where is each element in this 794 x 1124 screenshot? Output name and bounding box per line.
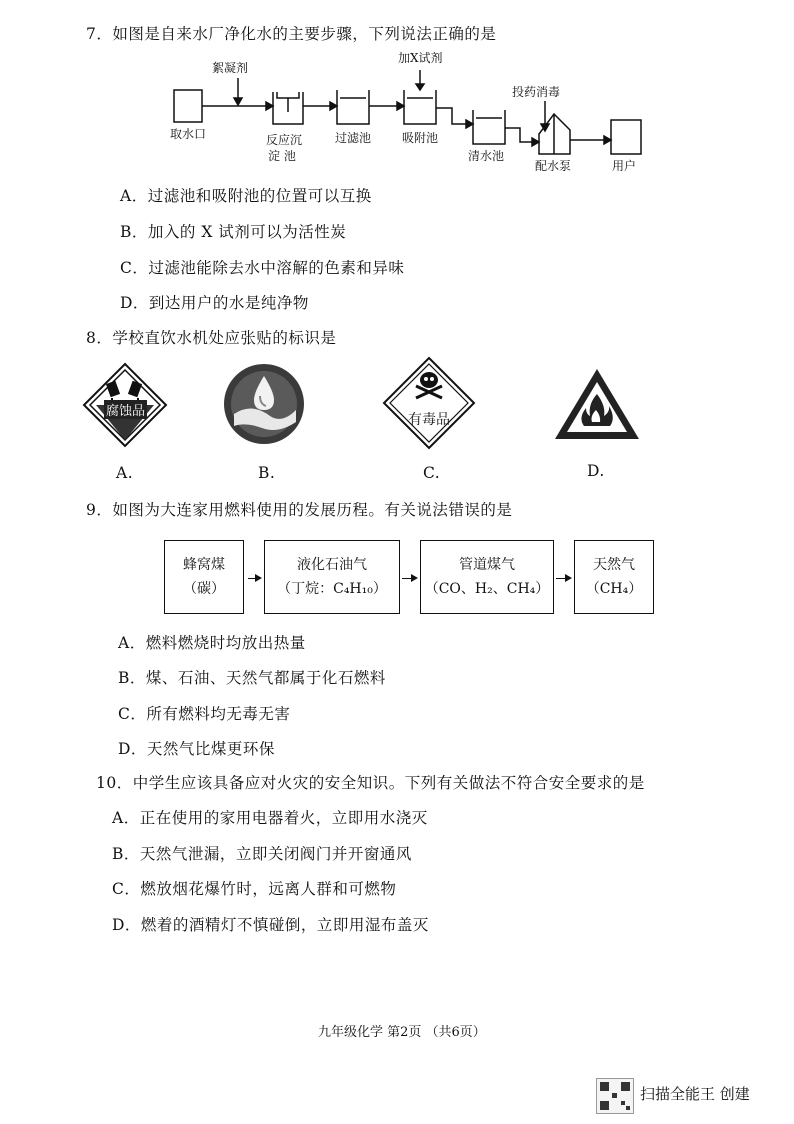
toxic-sign xyxy=(382,356,476,450)
fuel-box-natural-gas xyxy=(574,540,654,614)
scanner-watermark: 扫描全能王 创建 xyxy=(640,1085,750,1103)
q9-option-c: C．所有燃料均无毒无害 xyxy=(118,705,291,723)
fuel-arrow xyxy=(402,578,416,579)
flammable-sign xyxy=(552,366,642,442)
q7-option-c: C．过滤池能除去水中溶解的色素和异味 xyxy=(120,259,405,277)
user-label: 用户 xyxy=(612,159,637,173)
fuel-formula: （CH₄） xyxy=(585,581,643,597)
fuel-name: 液化石油气 xyxy=(297,557,367,573)
q10-option-b: B．天然气泄漏，立即关闭阀门并开窗通风 xyxy=(112,845,412,863)
corrosive-text: 腐蚀品 xyxy=(104,400,147,419)
q7-stem: 7．如图是自来水厂净化水的主要步骤，下列说法正确的是 xyxy=(86,25,497,43)
fuel-name: 蜂窝煤 xyxy=(183,557,225,573)
fuel-box-coal-gas xyxy=(420,540,554,614)
qr-pattern xyxy=(597,1079,633,1113)
disinfect-label: 投药消毒 xyxy=(512,85,561,99)
q9-option-b: B．煤、石油、天然气都属于化石燃料 xyxy=(118,669,386,687)
fuel-arrow xyxy=(556,578,570,579)
fuel-box-coal xyxy=(164,540,244,614)
clear-label: 清水池 xyxy=(468,149,505,163)
q8-label-b: B. xyxy=(258,464,276,482)
q8-label-c: C. xyxy=(423,464,441,482)
toxic-text: 有毒品 xyxy=(408,412,450,428)
water-treatment-flowchart xyxy=(160,46,660,176)
page-footer: 九年级化学 第2页 （共6页） xyxy=(318,1025,486,1040)
q8-label-a: A. xyxy=(116,464,134,482)
corrosive-sign xyxy=(82,362,168,448)
fuel-arrow xyxy=(248,578,260,579)
q10-option-a: A．正在使用的家用电器着火，立即用水浇灭 xyxy=(112,809,428,827)
fuel-formula: （丁烷：C₄H₁₀） xyxy=(277,581,387,597)
filter-label: 过滤池 xyxy=(335,131,372,145)
q7-option-a: A．过滤池和吸附池的位置可以互换 xyxy=(120,187,372,205)
reaction-label-2: 淀 池 xyxy=(268,149,296,163)
fuel-name: 天然气 xyxy=(593,557,635,573)
x-reagent-label: 加X试剂 xyxy=(398,51,443,65)
fuel-formula: （CO、H₂、CH₄） xyxy=(424,581,550,597)
q10-stem: 10．中学生应该具备应对火灾的安全知识。下列有关做法不符合安全要求的是 xyxy=(96,774,645,792)
reaction-label-1: 反应沉 xyxy=(266,133,303,147)
q9-option-a: A．燃料燃烧时均放出热量 xyxy=(118,634,306,652)
adsorb-label: 吸附池 xyxy=(402,131,439,145)
q10-option-c: C．燃放烟花爆竹时，远离人群和可燃物 xyxy=(112,880,397,898)
fuel-box-lpg xyxy=(264,540,400,614)
water-saving-sign xyxy=(222,362,306,446)
flame-warning-icon xyxy=(552,366,642,442)
fuel-formula: （碳） xyxy=(183,581,225,597)
q10-option-d: D．燃着的酒精灯不慎碰倒，立即用湿布盖灭 xyxy=(112,916,429,934)
q8-stem: 8．学校直饮水机处应张贴的标识是 xyxy=(86,329,337,347)
intake-box xyxy=(174,90,202,122)
water-drop-hand-icon xyxy=(222,362,306,446)
q7-option-b: B．加入的 X 试剂可以为活性炭 xyxy=(120,223,347,241)
q9-stem: 9．如图为大连家用燃料使用的发展历程。有关说法错误的是 xyxy=(86,501,513,519)
fuel-name: 管道煤气 xyxy=(459,557,515,573)
q9-option-d: D．天然气比煤更环保 xyxy=(118,740,275,758)
skull-crossbones-icon xyxy=(382,356,476,450)
q7-option-d: D．到达用户的水是纯净物 xyxy=(120,294,309,312)
q8-label-d: D. xyxy=(587,462,605,480)
pump-label: 配水泵 xyxy=(535,159,572,173)
coagulant-label: 絮凝剂 xyxy=(212,61,249,75)
intake-label: 取水口 xyxy=(170,127,207,141)
qr-code-icon xyxy=(596,1078,634,1114)
